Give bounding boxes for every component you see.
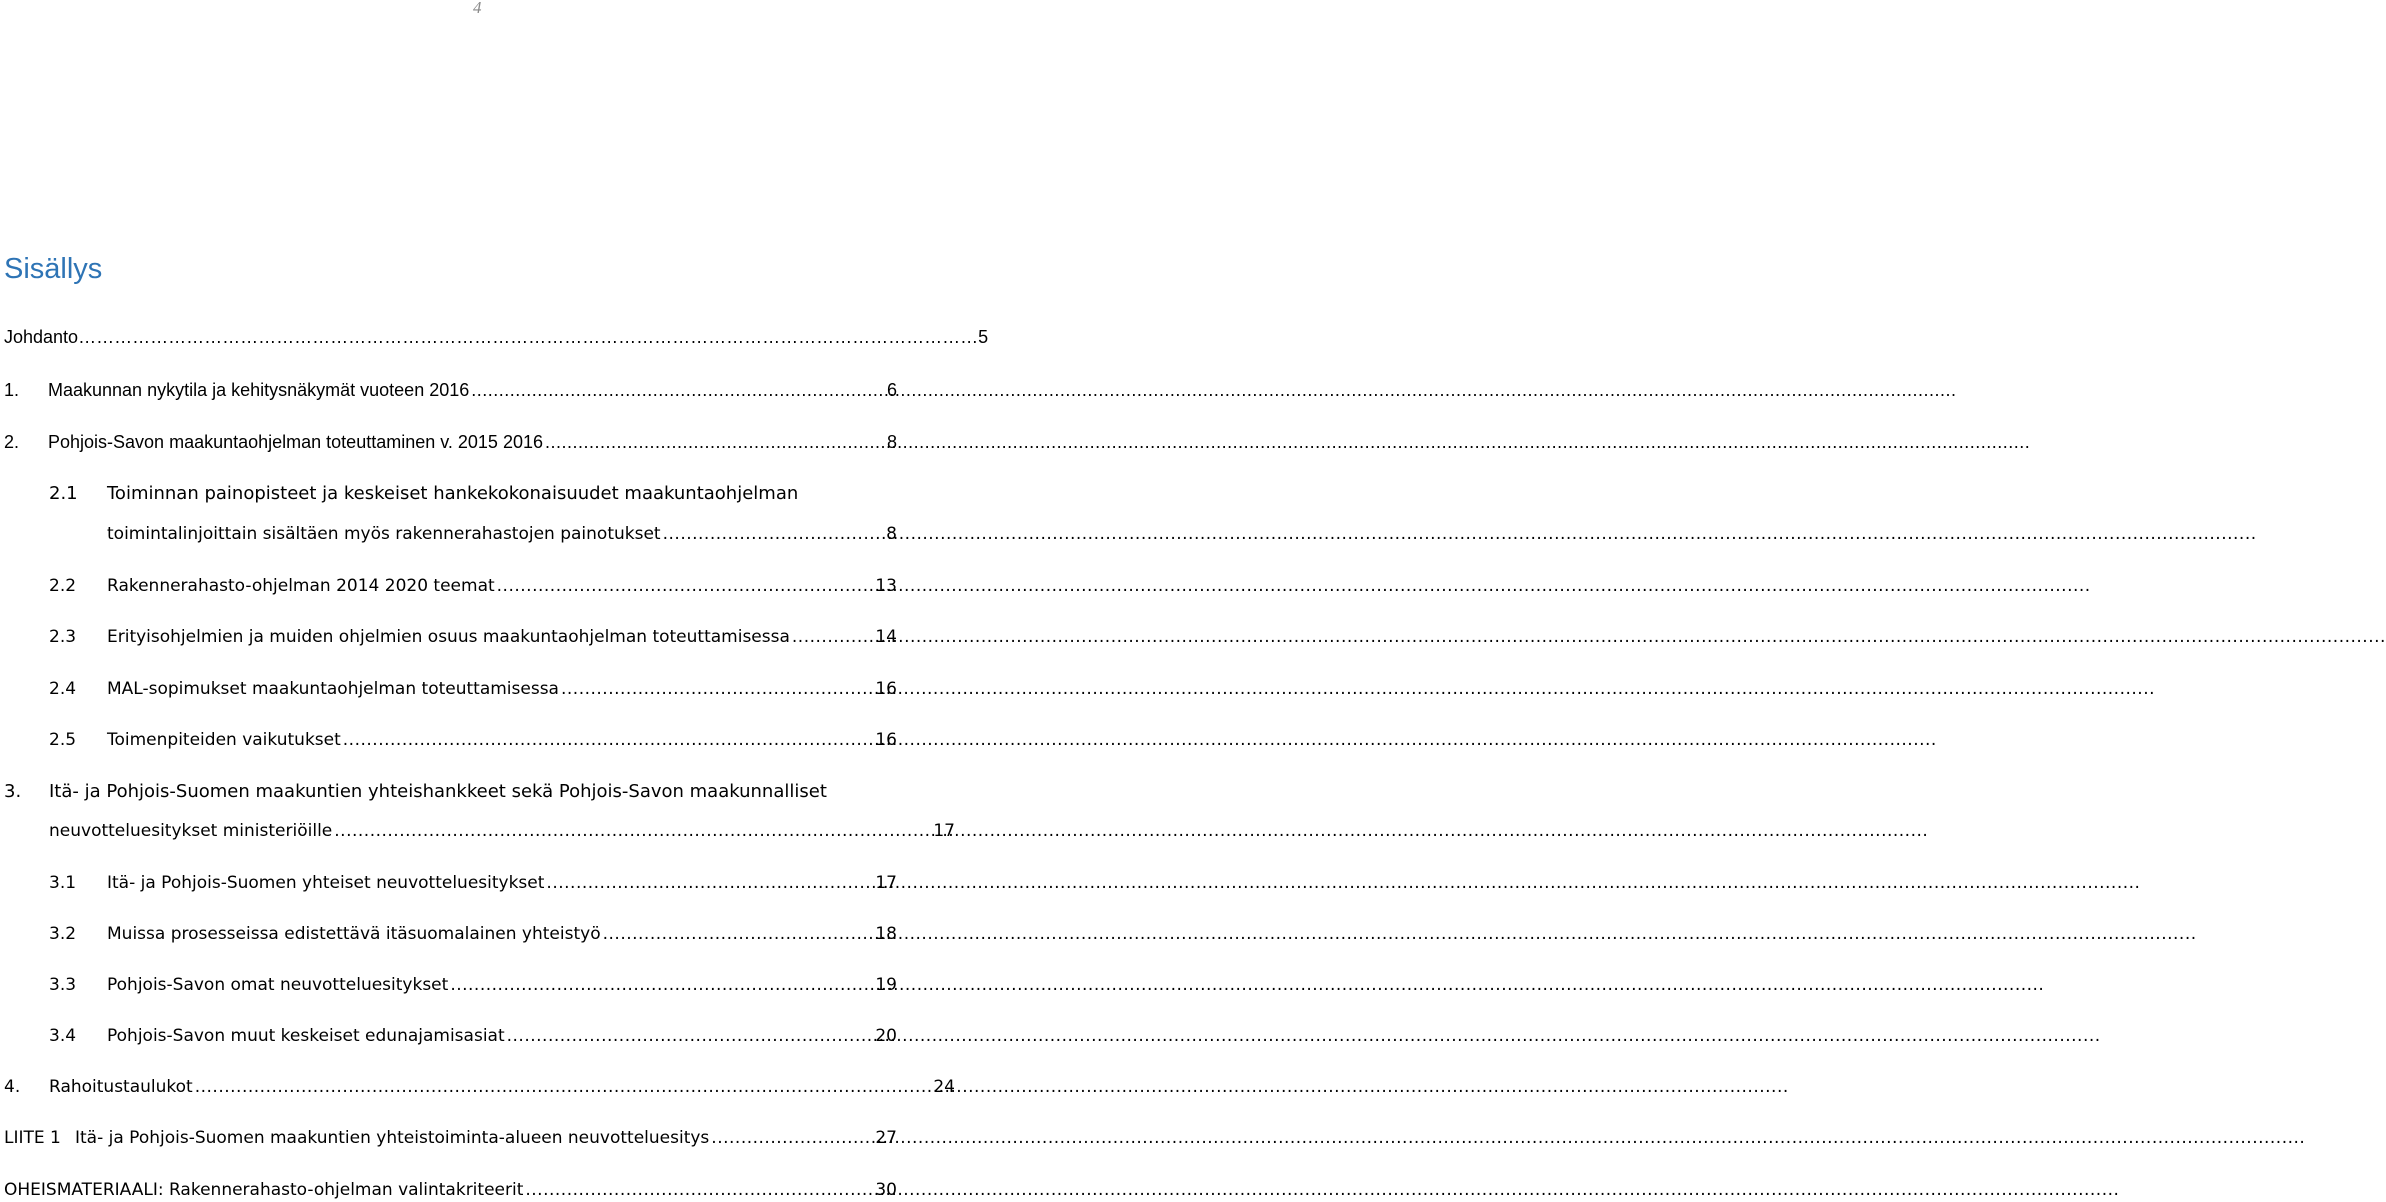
- toc-leader: [507, 1025, 874, 1047]
- toc-entry-number: 2.: [4, 432, 20, 452]
- toc-entry-2-4[interactable]: [49, 678, 897, 700]
- toc-entry-number: 2.3: [49, 627, 77, 647]
- toc-entry-page: 30: [875, 1180, 897, 1200]
- toc-entry-text: Itä- ja Pohjois-Suomen maakuntien yhteistoiminta-alueen neuvotteluesitys: [75, 1128, 710, 1148]
- toc-leader: [525, 1179, 873, 1201]
- toc-entry-2-5[interactable]: [49, 729, 897, 751]
- toc-entry-4[interactable]: [4, 1076, 955, 1098]
- toc-entry-page: 24: [933, 1077, 955, 1097]
- toc-entry-page: 20: [875, 1026, 897, 1046]
- toc-entry-text: Pohjois-Savon maakuntaohjelman toteuttaminen v. 2015 2016: [48, 432, 543, 452]
- toc-entry-page: 18: [875, 924, 897, 944]
- toc-entry-page: 13: [875, 576, 897, 596]
- toc-entry-page: 16: [875, 730, 897, 750]
- toc-entry-3-line1[interactable]: [4, 781, 827, 803]
- toc-entry-text: Rahoitustaulukot: [49, 1077, 193, 1097]
- toc-leader: [711, 1127, 873, 1149]
- toc-entry-number: 3.1: [49, 873, 77, 893]
- toc-entry-2-1[interactable]: [107, 523, 897, 545]
- toc-entry-text: Erityisohjelmien ja muiden ohjelmien osuus maakuntaohjelman toteuttamisessa: [107, 627, 790, 647]
- toc-entry-page: 14: [875, 627, 897, 647]
- toc-entry-text: OHEISMATERIAALI: Rakennerahasto-ohjelman valintakriteerit: [4, 1180, 524, 1200]
- toc-entry-page: 6: [886, 380, 897, 400]
- toc-entry-2-2[interactable]: [49, 575, 897, 597]
- toc-leader: [450, 974, 873, 996]
- toc-entry-number: 4.: [4, 1077, 21, 1097]
- toc-entry-3-2[interactable]: [49, 923, 897, 945]
- toc-entry-number: 2.2: [49, 576, 77, 596]
- toc-entry-page: 16: [875, 679, 897, 699]
- toc-entry-liite-1[interactable]: [4, 1127, 897, 1149]
- toc-entry-number: 3.3: [49, 975, 77, 995]
- toc-entry-text: Rakennerahasto-ohjelman 2014 2020 teemat: [107, 576, 495, 596]
- toc-entry-oheismateriaali[interactable]: [4, 1179, 897, 1201]
- toc-leader: [471, 379, 885, 401]
- toc-entry-text: toimintalinjoittain sisältäen myös rakennerahastojen painotukset: [107, 524, 661, 544]
- toc-entry-number: 3.4: [49, 1026, 77, 1046]
- toc-entry-text: Itä- ja Pohjois-Suomen yhteiset neuvotteluesitykset: [107, 873, 545, 893]
- toc-leader: [343, 729, 874, 751]
- toc-entry-number: 2.4: [49, 679, 77, 699]
- toc-entry-text: Pohjois-Savon muut keskeiset edunajamisasiat: [107, 1026, 505, 1046]
- toc-title: Sisällys: [4, 253, 103, 285]
- toc-entry-number: 3.: [4, 781, 22, 802]
- toc-entry-text: Pohjois-Savon omat neuvotteluesitykset: [107, 975, 449, 995]
- toc-entry-number: 1.: [4, 380, 20, 400]
- toc-entry-text: neuvotteluesitykset ministeriöille: [49, 821, 333, 841]
- toc-leader: [663, 523, 885, 545]
- toc-entry-3-4[interactable]: [49, 1025, 897, 1047]
- toc-leader: [546, 872, 873, 894]
- toc-entry-number: 2.1: [49, 483, 78, 504]
- toc-leader: [195, 1076, 932, 1098]
- toc-entry-3-1[interactable]: [49, 872, 897, 894]
- toc-entry-page: 5: [978, 327, 989, 347]
- toc-entry-3[interactable]: [49, 820, 955, 842]
- toc-entry-2-1-line1[interactable]: [49, 483, 798, 505]
- toc-leader: [497, 575, 874, 597]
- toc-entry-text: MAL-sopimukset maakuntaohjelman toteuttamisessa: [107, 679, 559, 699]
- toc-entry-page: 17: [933, 821, 955, 841]
- toc-entry-2[interactable]: [4, 431, 897, 453]
- toc-entry-1[interactable]: [4, 379, 897, 401]
- toc-entry-text: Toimenpiteiden vaikutukset: [107, 730, 341, 750]
- toc-entry-number: 2.5: [49, 730, 77, 750]
- toc-leader: [792, 626, 873, 648]
- toc-entry-number: 3.2: [49, 924, 77, 944]
- toc-entry-page: 17: [875, 873, 897, 893]
- toc-entry-page: 19: [875, 975, 897, 995]
- toc-entry-page: 8: [886, 524, 897, 544]
- toc-entry-number: LIITE 1: [4, 1128, 61, 1148]
- toc-leader: [334, 820, 931, 842]
- toc-entry-text-line1: Toiminnan painopisteet ja keskeiset hankekokonaisuudet maakuntaohjelman: [107, 483, 799, 504]
- toc-entry-johdanto[interactable]: [4, 326, 989, 348]
- toc-entry-2-3[interactable]: [49, 626, 897, 648]
- toc-entry-text: Johdanto……………………………………………………………………………………………………………………………………: [4, 327, 979, 347]
- page-number: 4: [473, 0, 482, 17]
- toc-entry-3-3[interactable]: [49, 974, 897, 996]
- toc-entry-page: 27: [875, 1128, 897, 1148]
- toc-entry-page: 8: [886, 432, 897, 452]
- toc-entry-text-line1: Itä- ja Pohjois-Suomen maakuntien yhteishankkeet sekä Pohjois-Savon maakunnalliset: [49, 781, 827, 802]
- toc-entry-text: Maakunnan nykytila ja kehitysnäkymät vuoteen 2016: [48, 380, 470, 400]
- toc-leader: [545, 431, 885, 453]
- toc-entry-text: Muissa prosesseissa edistettävä itäsuomalainen yhteistyö: [107, 924, 601, 944]
- toc-leader: [561, 678, 873, 700]
- toc-leader: [603, 923, 874, 945]
